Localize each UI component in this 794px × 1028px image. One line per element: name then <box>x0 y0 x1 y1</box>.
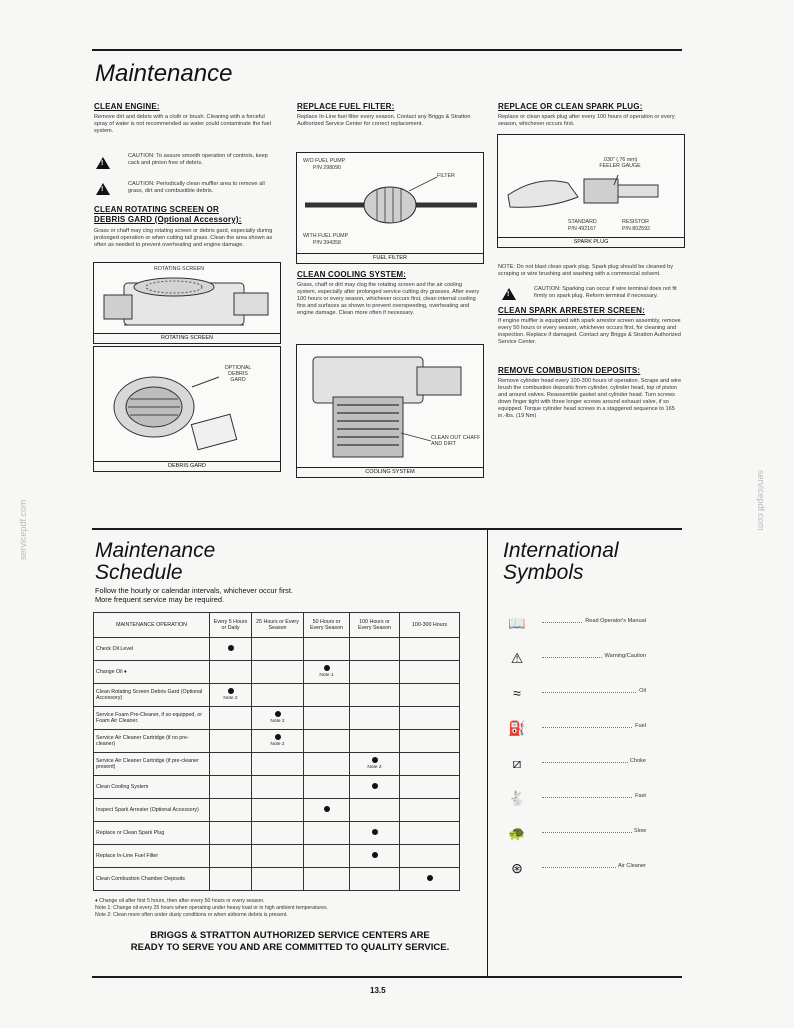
operation-cell: Clean Cooling System <box>94 776 210 799</box>
symbol-label: Fuel <box>635 723 646 729</box>
schedule-intro-2: More frequent service may be required. <box>95 595 224 604</box>
rotating-screen-label: ROTATING SCREEN <box>154 266 205 272</box>
interval-cell <box>350 638 400 661</box>
symbol-label: Choke <box>629 758 646 764</box>
interval-cell <box>252 845 304 868</box>
operation-cell: Replace In-Line Fuel Filter <box>94 845 210 868</box>
filter-label: FILTER <box>437 173 455 179</box>
schedule-title-2: Schedule <box>95 561 183 584</box>
maintenance-title: Maintenance <box>95 60 233 87</box>
header-100-300-hours: 100-300 Hours <box>400 613 460 638</box>
interval-cell <box>252 799 304 822</box>
table-row <box>94 661 460 684</box>
interval-cell <box>304 661 350 684</box>
operation-cell: Clean Combustion Chamber Deposits <box>94 868 210 891</box>
spark-plug-note: NOTE: Do not blast clean spark plug. Spark plug should be cleaned by scraping or wire brushing and washing with a commercial solvent. <box>498 264 674 277</box>
interval-cell <box>210 868 252 891</box>
interval-cell <box>350 776 400 799</box>
interval-mark <box>275 734 281 740</box>
interval-cell <box>350 822 400 845</box>
clean-engine-heading: CLEAN ENGINE: <box>94 102 160 111</box>
warning-icon <box>96 157 110 169</box>
rotating-screen-caption: ROTATING SCREEN <box>94 333 280 343</box>
operation-cell: Clean Rotating Screen Debris Gard (Optional Accessory) <box>94 684 210 707</box>
rabbit-icon: 🐇 <box>508 790 526 806</box>
leader-dots <box>542 692 646 693</box>
watermark-left: servicepdf.com <box>18 499 28 560</box>
interval-cell <box>304 707 350 730</box>
table-row <box>94 799 460 822</box>
vertical-divider <box>487 530 488 976</box>
warning-icon <box>502 288 516 300</box>
interval-cell <box>304 868 350 891</box>
interval-cell <box>304 753 350 776</box>
clean-engine-text: Remove dirt and debris with a cloth or brush. Cleaning with a forceful spray of water is not recommended as water could contaminate the fuel system. <box>94 114 271 134</box>
symbol-label: Read Operator's Manual <box>585 618 646 624</box>
table-row <box>94 845 460 868</box>
interval-cell <box>252 638 304 661</box>
interval-cell <box>210 799 252 822</box>
arrester-heading: CLEAN SPARK ARRESTER SCREEN: <box>498 306 645 315</box>
interval-mark <box>372 757 378 763</box>
interval-cell <box>210 661 252 684</box>
clean-screen-heading: CLEAN ROTATING SCREEN OR <box>94 205 219 214</box>
leader-dots <box>542 727 646 728</box>
symbol-row <box>506 614 646 632</box>
interval-cell <box>350 753 400 776</box>
clean-screen-text: Grass or chaff may clog rotating screen or debris gard, especially during prolonged operation or when cutting tall grass. Clean the area shown as often as needed to prevent overheating and engine damage. <box>94 228 273 248</box>
watermark-right: servicepdf.com <box>756 470 766 531</box>
interval-mark <box>228 688 234 694</box>
interval-cell <box>400 661 460 684</box>
interval-cell <box>400 799 460 822</box>
symbol-row <box>506 649 646 667</box>
interval-cell <box>252 707 304 730</box>
interval-cell <box>210 845 252 868</box>
interval-cell <box>400 730 460 753</box>
spark-plug-text: Replace or clean spark plug after every 100 hours of operation or every season, whichever occurs first. <box>498 114 675 127</box>
warning-icon: ⚠ <box>510 650 524 666</box>
resistor-pn: P/N 802592 <box>622 226 650 232</box>
symbol-label: Warning/Caution <box>604 653 646 659</box>
interval-mark <box>372 783 378 789</box>
interval-mark <box>324 806 330 812</box>
interval-note: Note 2 <box>367 765 382 770</box>
service-banner-2: READY TO SERVE YOU AND ARE COMMITTED TO QUALITY SERVICE. <box>130 942 450 953</box>
table-header-row <box>94 613 460 638</box>
interval-cell <box>304 776 350 799</box>
symbol-label: Slow <box>633 828 646 834</box>
spark-plug-figure <box>497 134 685 248</box>
engine-illustration <box>94 263 280 333</box>
interval-cell <box>210 638 252 661</box>
interval-cell <box>252 661 304 684</box>
interval-note: Note 1 <box>319 673 334 678</box>
page-number: 13.5 <box>370 986 386 995</box>
interval-mark <box>372 852 378 858</box>
interval-cell <box>400 753 460 776</box>
choke-icon: ⧄ <box>512 755 522 771</box>
maintenance-schedule-table <box>93 612 460 891</box>
cooling-system-figure <box>296 344 484 478</box>
operation-cell: Service Air Cleaner Cartridge (if pre-cleaner present) <box>94 753 210 776</box>
symbols-title-2: Symbols <box>503 561 584 584</box>
footnote-note1: Note 1: Change oil every 25 hours when operating under heavy load or in high ambient temperatures. <box>95 905 329 911</box>
interval-cell <box>252 730 304 753</box>
interval-note: Note 2 <box>270 719 285 724</box>
top-rule <box>92 49 682 51</box>
symbol-row <box>506 824 646 842</box>
symbols-title-1: International <box>503 539 619 562</box>
interval-mark <box>324 665 330 671</box>
table-row <box>94 684 460 707</box>
deposits-heading: REMOVE COMBUSTION DEPOSITS: <box>498 366 641 375</box>
fuel-filter-caption: FUEL FILTER <box>297 253 483 263</box>
leader-dots <box>542 797 646 798</box>
oil-can-icon: ≈ <box>513 685 521 701</box>
arrester-text: If engine muffler is equipped with spark arrestor screen assembly, remove every 50 hours or every season, whichever occurs first, for cleaning and inspection. Replace if damaged. Contact any Briggs & Stratton Authorized Service Center. <box>498 318 681 345</box>
interval-cell <box>400 707 460 730</box>
interval-cell <box>350 730 400 753</box>
cooling-illustration <box>297 345 483 467</box>
spark-plug-caption: SPARK PLUG <box>498 237 684 247</box>
interval-note: Note 2 <box>270 742 285 747</box>
fuel-pump-icon: ⛽ <box>508 720 526 736</box>
interval-cell <box>210 730 252 753</box>
interval-cell <box>252 753 304 776</box>
table-row <box>94 753 460 776</box>
clean-chaff-label: CLEAN OUT CHAFF AND DIRT <box>431 435 481 447</box>
fuel-filter-figure <box>296 152 484 264</box>
cooling-system-caption: COOLING SYSTEM <box>297 467 483 477</box>
standard-pn: P/N 492167 <box>568 226 596 232</box>
operation-cell: Change Oil ♦ <box>94 661 210 684</box>
interval-cell <box>252 776 304 799</box>
interval-cell <box>350 868 400 891</box>
symbol-row <box>506 684 646 702</box>
interval-cell <box>304 845 350 868</box>
air-cleaner-icon: ⊛ <box>511 860 523 876</box>
spark-plug-heading: REPLACE OR CLEAN SPARK PLUG: <box>498 102 643 111</box>
spark-plug-caution: CAUTION: Sparking can occur if wire terminal does not fit firmly on spark plug. Reform terminal if necessary. <box>534 286 677 299</box>
interval-cell <box>350 845 400 868</box>
schedule-intro-1: Follow the hourly or calendar intervals, whichever occur first. <box>95 586 293 595</box>
interval-cell <box>400 684 460 707</box>
interval-cell <box>252 822 304 845</box>
clean-engine-caution1: CAUTION: To assure smooth operation of controls, keep cack and pinion free of debris. <box>128 153 268 166</box>
header-100-hours: 100 Hours or Every Season <box>350 613 400 638</box>
header-5-hours: Every 5 Hours or Daily <box>210 613 252 638</box>
header-25-hours: 25 Hours or Every Season <box>252 613 304 638</box>
cooling-text: Grass, chaff or dirt may clog the rotating screen and the air cooling system, especially after prolonged service cutting dry grasses. After every 100 hours or every season, whichever occurs first, clean internal cooling fins and surfaces as shown to prevent overspeeding, overheating and engine damage. Clean more often if necessary. <box>297 282 480 316</box>
rotating-screen-figure <box>93 262 281 344</box>
table-row <box>94 822 460 845</box>
symbol-row <box>506 789 646 807</box>
with-pump-label: WITH FUEL PUMP <box>303 233 349 239</box>
interval-cell <box>304 822 350 845</box>
interval-cell <box>350 684 400 707</box>
symbol-row <box>506 719 646 737</box>
interval-mark <box>372 829 378 835</box>
table-row <box>94 868 460 891</box>
interval-cell <box>350 707 400 730</box>
interval-cell <box>210 753 252 776</box>
fuel-filter-heading: REPLACE FUEL FILTER: <box>297 102 395 111</box>
symbol-row <box>506 754 646 772</box>
interval-cell <box>252 868 304 891</box>
leader-dots <box>542 832 646 833</box>
interval-cell <box>350 661 400 684</box>
footnote-diamond: ♦ Change oil after first 5 hours, then after every 50 hours or every season. <box>95 898 265 904</box>
clean-engine-caution2: CAUTION: Periodically clean muffler area to remove all grass, dirt and combustible debris. <box>128 181 265 194</box>
clean-screen-heading-2: DEBRIS GARD (Optional Accessory): <box>94 215 242 224</box>
interval-cell <box>400 868 460 891</box>
book-icon: 📖 <box>508 615 526 631</box>
interval-cell <box>210 684 252 707</box>
debris-gard-caption: DEBRIS GARD <box>94 461 280 471</box>
operation-cell: Service Foam Pre-Cleaner, if so equipped, or Foam Air Cleaner. <box>94 707 210 730</box>
table-row <box>94 707 460 730</box>
resistor-label: RESISTOR <box>622 219 649 225</box>
interval-mark <box>228 645 234 651</box>
operation-cell: Service Air Cleaner Cartridge (if no pre-cleaner) <box>94 730 210 753</box>
interval-cell <box>304 638 350 661</box>
fuel-filter-text: Replace In-Line fuel filter every season. Contact any Briggs & Stratton Authorized Service Center for correct replacement. <box>297 114 471 127</box>
interval-note: Note 2 <box>223 696 238 701</box>
header-50-hours: 50 Hours or Every Season <box>304 613 350 638</box>
feeler-gauge-label: .030" (.76 mm) FEELER GAUGE <box>599 157 641 169</box>
symbol-label: Fast <box>635 793 646 799</box>
operation-cell: Replace or Clean Spark Plug <box>94 822 210 845</box>
interval-cell <box>210 776 252 799</box>
table-row <box>94 776 460 799</box>
footnote-note2: Note 2: Clean more often under dusty conditions or when airborne debris is present. <box>95 912 288 918</box>
interval-cell <box>400 845 460 868</box>
schedule-title-1: Maintenance <box>95 539 216 562</box>
wo-pump-label: W/O FUEL PUMP <box>303 158 346 164</box>
symbol-label: Oil <box>639 688 646 694</box>
table-row <box>94 730 460 753</box>
symbol-row <box>506 859 646 877</box>
warning-icon <box>96 183 110 195</box>
interval-cell <box>304 799 350 822</box>
operation-cell: Check Oil Level <box>94 638 210 661</box>
symbol-label: Air Cleaner <box>618 863 646 869</box>
interval-mark <box>275 711 281 717</box>
table-row <box>94 638 460 661</box>
debris-gard-figure <box>93 346 281 472</box>
interval-cell <box>252 684 304 707</box>
turtle-icon: 🐢 <box>508 825 526 841</box>
interval-cell <box>400 638 460 661</box>
bottom-rule <box>92 976 682 978</box>
interval-cell <box>210 707 252 730</box>
with-pump-pn: P/N 394358 <box>313 240 341 246</box>
debris-gard-label: OPTIONAL DEBRIS GARD <box>224 365 252 383</box>
interval-cell <box>304 684 350 707</box>
service-banner-1: BRIGGS & STRATTON AUTHORIZED SERVICE CENTERS ARE <box>150 930 430 941</box>
interval-cell <box>400 822 460 845</box>
interval-cell <box>350 799 400 822</box>
debris-gard-illustration <box>94 347 280 459</box>
deposits-text: Remove cylinder head every 100-300 hours of operation. Scrape and wire brush the combustion deposits from cylinder, cylinder head, top of piston and around valves. Reassemble gasket and cylinder head. Turn screws down finger tight with three longer screws around exhaust valve, if so equipped. Torque cylinder head screws in a staggered sequence to 165 in.-lbs. (19 Nm) <box>498 378 682 419</box>
header-operation: MAINTENANCE OPERATION <box>94 613 210 638</box>
interval-cell <box>210 822 252 845</box>
standard-label: STANDARD <box>568 219 597 225</box>
middle-rule <box>92 528 682 530</box>
interval-cell <box>304 730 350 753</box>
wo-pump-pn: P/N 298090 <box>313 165 341 171</box>
interval-mark <box>427 875 433 881</box>
cooling-heading: CLEAN COOLING SYSTEM: <box>297 270 407 279</box>
interval-cell <box>400 776 460 799</box>
operation-cell: Inspect Spark Arrester (Optional Accessory) <box>94 799 210 822</box>
